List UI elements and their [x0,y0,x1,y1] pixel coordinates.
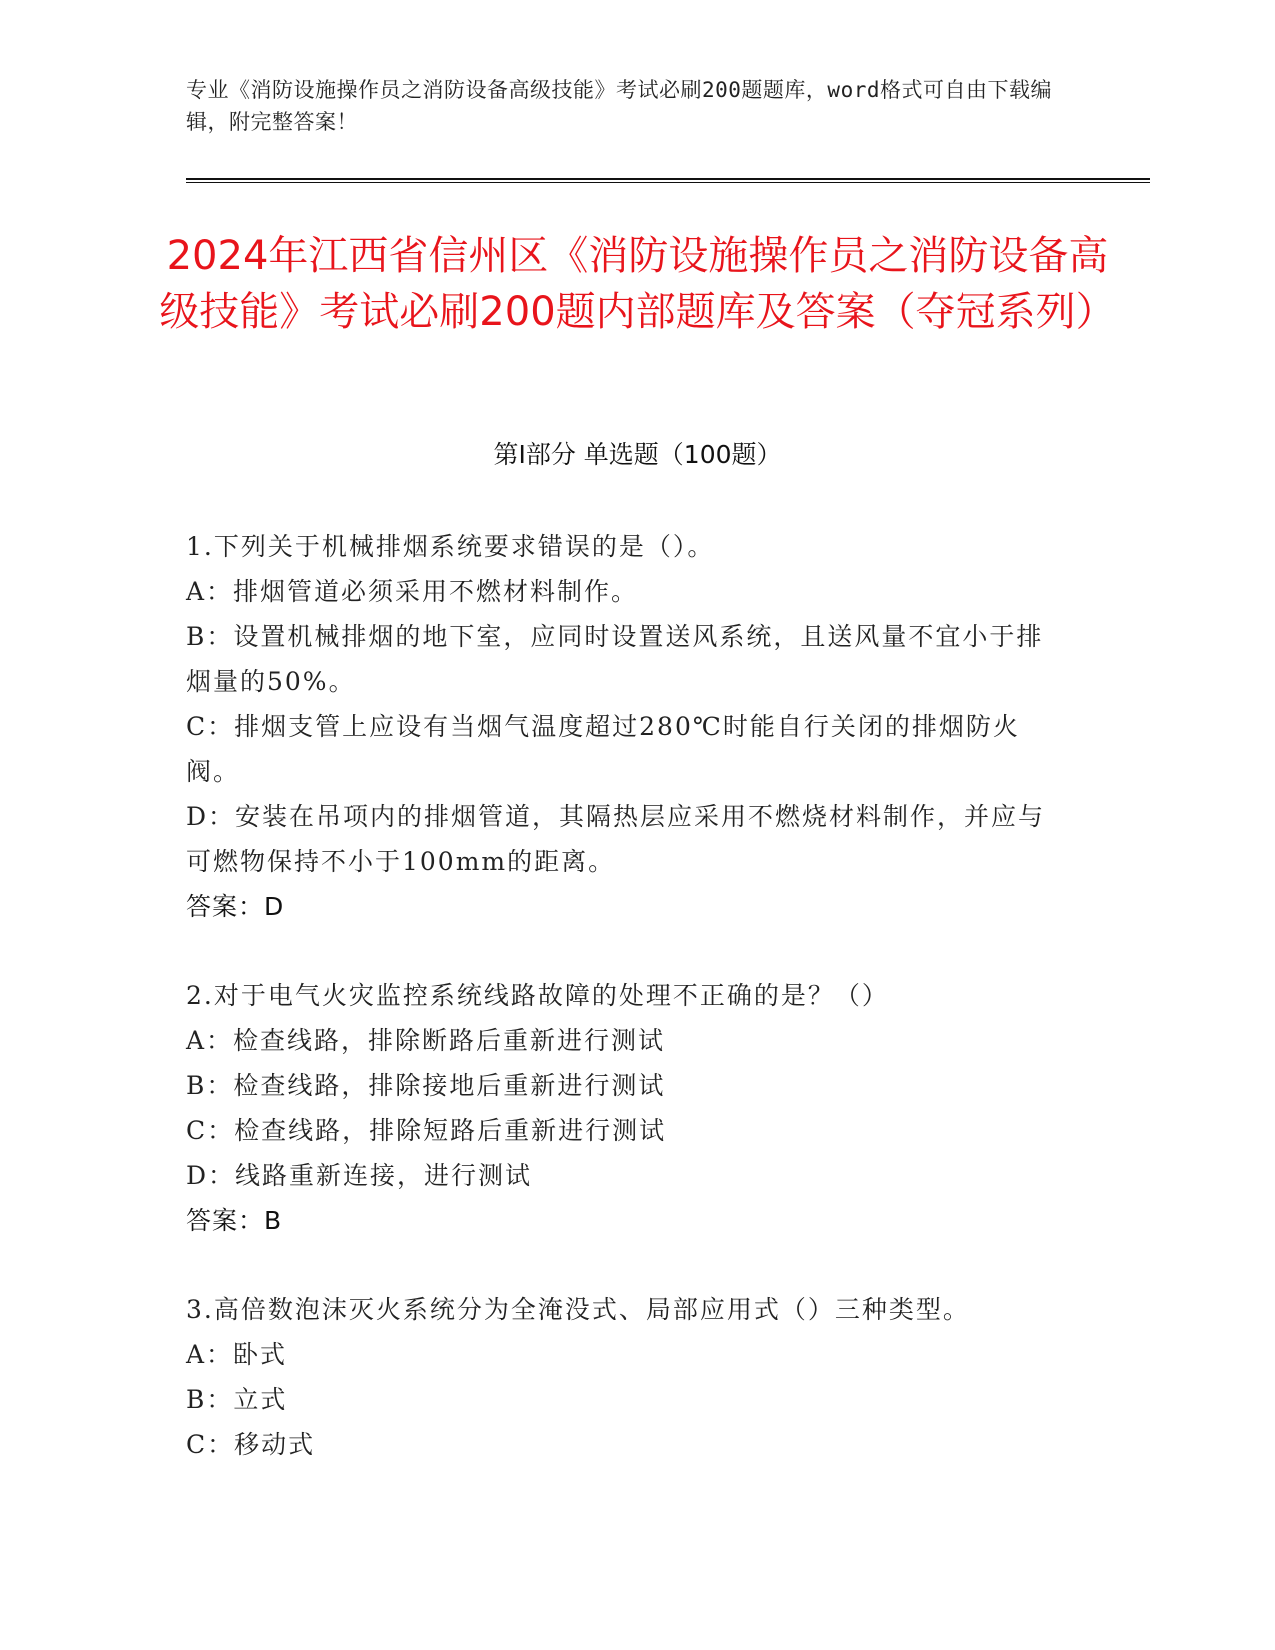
question-list [186,524,1066,1511]
answer: 答案：D [186,892,285,921]
document-title: 2024年江西省信州区《消防设施操作员之消防设备高级技能》考试必刷200题内部题库及答案（夺冠系列） [159,233,1116,335]
option-c: C：排烟支管上应设有当烟气温度超过280℃时能自行关闭的排烟防火阀。 [186,712,1020,786]
section-heading: 第I部分 单选题（100题） [493,440,782,469]
option-a: A：排烟管道必须采用不燃材料制作。 [186,577,639,606]
answer: 答案：B [186,1206,283,1235]
option-c: C：检查线路，排除短路后重新进行测试 [186,1116,667,1145]
question-stem: 1.下列关于机械排烟系统要求错误的是（）。 [186,532,715,561]
question-stem: 3.高倍数泡沫灭火系统分为全淹没式、局部应用式（）三种类型。 [186,1295,970,1324]
option-a: A：检查线路，排除断路后重新进行测试 [186,1026,666,1055]
header-rule-thin [186,182,1150,183]
option-d: D：线路重新连接，进行测试 [186,1161,533,1190]
header-rule-thick [186,178,1150,180]
option-a: A：卧式 [186,1340,288,1369]
question-stem: 2.对于电气火灾监控系统线路故障的处理不正确的是？（） [186,981,889,1010]
question-3 [186,1287,1066,1467]
option-b: B：设置机械排烟的地下室，应同时设置送风系统，且送风量不宜小于排烟量的50%。 [186,622,1044,696]
header-note: 专业《消防设施操作员之消防设备高级技能》考试必刷200题题库，word格式可自由下载编辑，附完整答案！ [186,78,1052,134]
option-d: D：安装在吊项内的排烟管道，其隔热层应采用不燃烧材料制作，并应与可燃物保持不小于100mm的距离。 [186,802,1046,876]
option-c: C：移动式 [186,1430,316,1459]
question-2 [186,973,1066,1243]
question-1 [186,524,1066,929]
option-b: B：检查线路，排除接地后重新进行测试 [186,1071,666,1100]
option-b: B：立式 [186,1385,288,1414]
